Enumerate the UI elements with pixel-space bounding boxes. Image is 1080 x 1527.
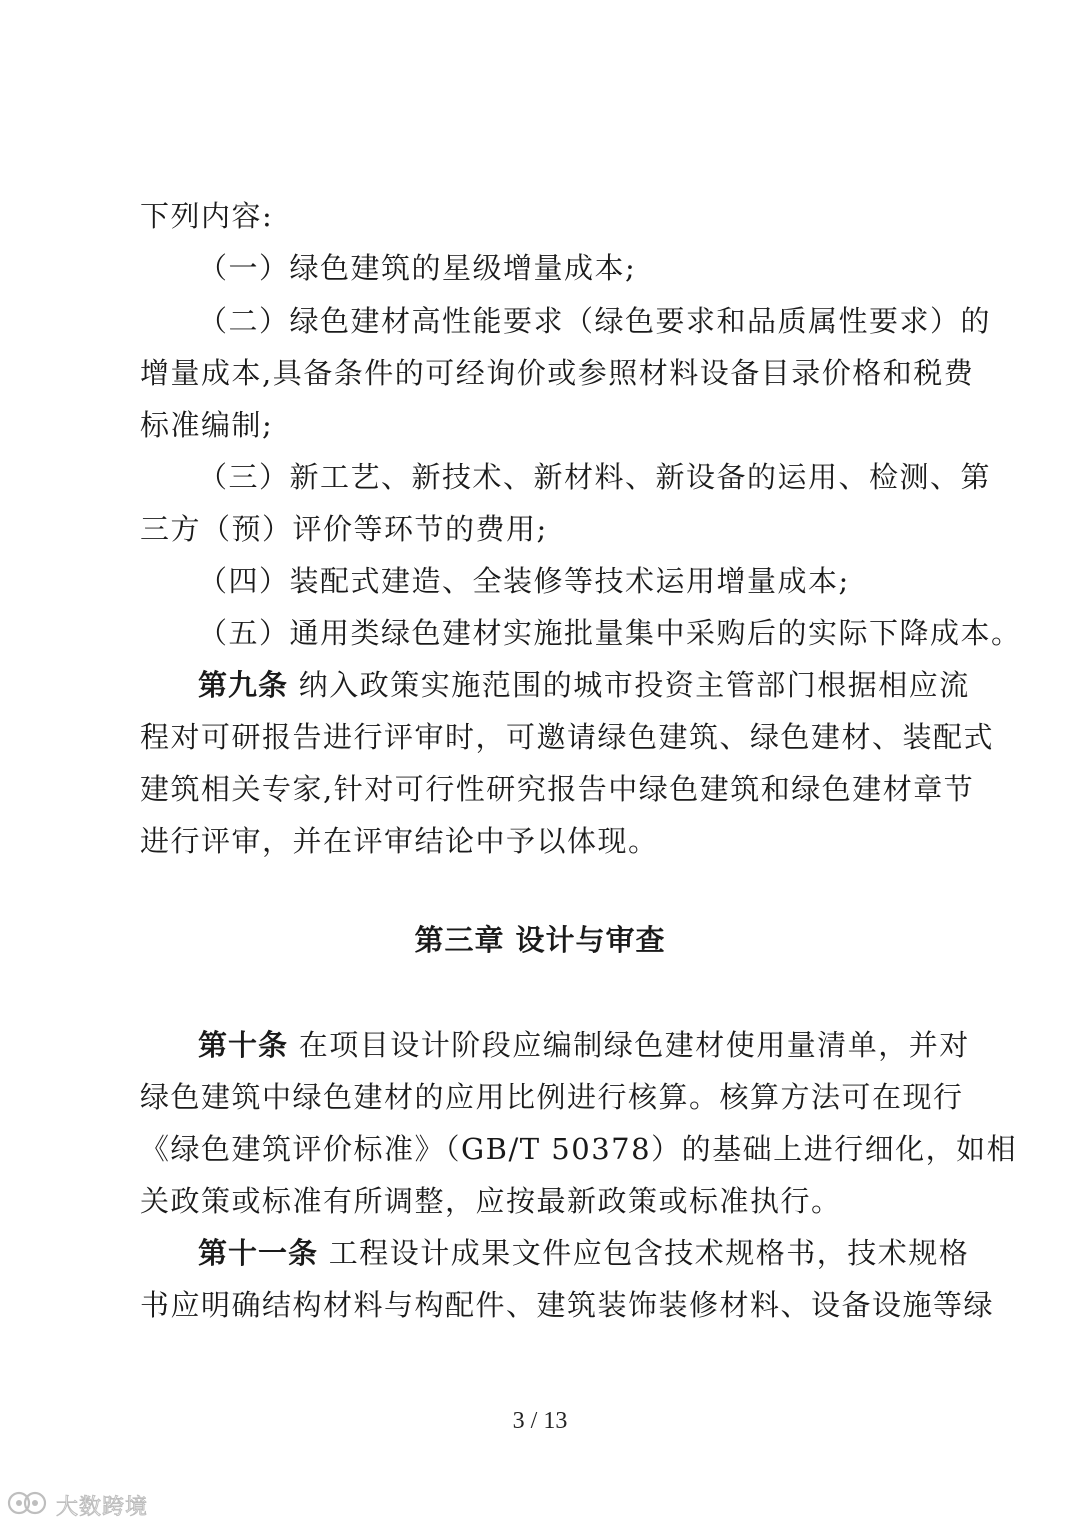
list-item: （三）新工艺、新技术、新材料、新设备的运用、检测、第: [198, 460, 992, 494]
watermark-text: 大数跨境: [56, 1494, 149, 1520]
paragraph-line: 关政策或标准有所调整，应按最新政策或标准执行。: [140, 1184, 842, 1218]
logo-icon: [6, 1488, 50, 1522]
article-heading: 第九条: [198, 668, 289, 702]
list-item: （一）绿色建筑的星级增量成本;: [198, 251, 637, 285]
paragraph-line: 进行评审，并在评审结论中予以体现。: [140, 824, 659, 858]
list-item: （二）绿色建材高性能要求（绿色要求和品质属性要求）的: [198, 304, 992, 338]
article-text: 在项目设计阶段应编制绿色建材使用量清单，并对: [298, 1028, 970, 1062]
paragraph-line: 下列内容:: [140, 199, 274, 233]
chapter-title: 第三章 设计与审查: [414, 923, 666, 957]
article-9: [198, 665, 970, 705]
article-text: 工程设计成果文件应包含技术规格书，技术规格: [328, 1236, 970, 1270]
paragraph-line: 增量成本,具备条件的可经询价或参照材料设备目录价格和税费: [140, 356, 975, 390]
paragraph-line: 建筑相关专家,针对可行性研究报告中绿色建筑和绿色建材章节: [140, 772, 975, 806]
paragraph-line: 程对可研报告进行评审时，可邀请绿色建筑、绿色建材、装配式: [140, 720, 995, 754]
article-heading: 第十条: [198, 1028, 289, 1062]
list-item: （四）装配式建造、全装修等技术运用增量成本;: [198, 564, 850, 598]
page-number: 3 / 13: [512, 1408, 568, 1434]
article-text: 纳入政策实施范围的城市投资主管部门根据相应流: [298, 668, 970, 702]
paragraph-line: 三方（预）评价等环节的费用;: [140, 512, 548, 546]
article-10: [198, 1025, 970, 1065]
paragraph-line: 绿色建筑中绿色建材的应用比例进行核算。核算方法可在现行: [140, 1080, 964, 1114]
watermark: [6, 1488, 148, 1522]
list-item: （五）通用类绿色建材实施批量集中采购后的实际下降成本。: [198, 616, 1022, 650]
paragraph-line: 标准编制;: [140, 408, 274, 442]
article-11: [198, 1233, 970, 1273]
article-heading: 第十一条: [198, 1236, 319, 1270]
paragraph-line: 书应明确结构材料与构配件、建筑装饰装修材料、设备设施等绿: [140, 1288, 995, 1322]
paragraph-line: 《绿色建筑评价标准》（GB/T 50378）的基础上进行细化，如相: [140, 1132, 1018, 1166]
